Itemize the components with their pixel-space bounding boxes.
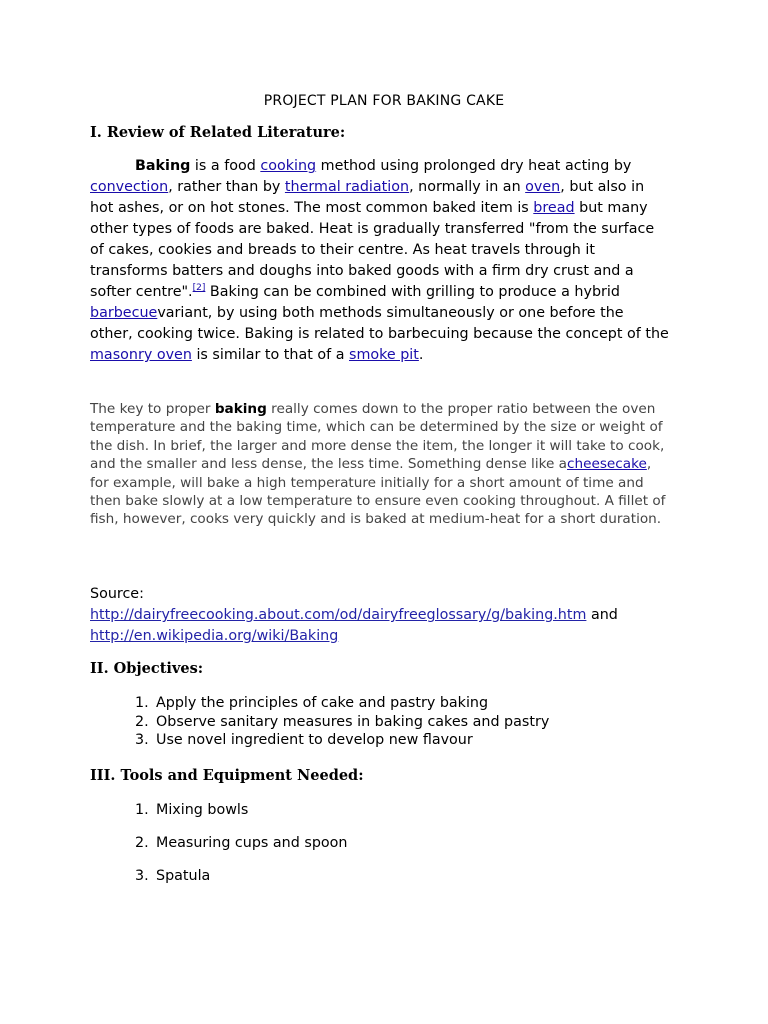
page-title: PROJECT PLAN FOR BAKING CAKE — [263, 93, 505, 109]
list-item-text: Measuring cups and spoon — [156, 835, 348, 851]
list-item-text: Mixing bowls — [156, 802, 249, 818]
list-number: 3. — [135, 868, 149, 884]
list-number: 3. — [135, 732, 149, 748]
source-conjunction: and — [586, 607, 618, 623]
paragraph-text: The key to proper — [90, 401, 215, 417]
link-thermal-radiation[interactable]: thermal radiation — [284, 179, 410, 195]
list-number: 1. — [135, 695, 149, 711]
source-link-wikipedia[interactable]: http://en.wikipedia.org/wiki/Baking — [90, 628, 339, 644]
link-masonry-oven[interactable]: masonry oven — [90, 347, 192, 363]
list-item — [135, 731, 549, 750]
link-oven[interactable]: oven — [525, 179, 561, 195]
paragraph-text: is similar to that of a — [191, 347, 349, 363]
paragraph-text: , for example, will bake a high temperature initially for a short amount of time and then bake slowly at a low temperature to ensure even cooking throughout. A fillet of fish, however, cooks very quickly and is baked at medium-heat for a short duration. — [90, 456, 666, 528]
paragraph-text: really comes down to the proper ratio between the oven temperature and the baking time, which can be determined by the size or weight of the dish. In brief, the larger and more dense the item, the longer it will take to cook, and the smaller and less dense, the less time. Something dense like a — [90, 401, 665, 473]
list-item — [135, 867, 347, 885]
objectives-list — [135, 694, 549, 750]
list-item — [135, 801, 347, 819]
bold-term-baking: Baking — [135, 158, 191, 174]
paragraph-text: , but also in hot ashes, or on hot stones. The most common baked item is — [90, 179, 645, 216]
paragraph-baking-definition — [90, 156, 670, 366]
list-item — [135, 694, 549, 713]
list-number: 2. — [135, 835, 149, 851]
list-item — [135, 713, 549, 732]
list-item-text: Apply the principles of cake and pastry baking — [156, 695, 489, 711]
paragraph-text: method using prolonged dry heat acting by — [316, 158, 632, 174]
source-block — [90, 584, 680, 647]
section-heading-review: I. Review of Related Literature: — [90, 124, 346, 141]
bold-term-baking: baking — [214, 401, 267, 417]
paragraph-text: variant, by using both methods simultaneously or one before the other, cooking twice. Baking is related to barbecuing because the concept of the — [90, 305, 669, 342]
list-number: 2. — [135, 713, 149, 730]
paragraph-text: but many other types of foods are baked. Heat is gradually transferred "from the surface of cakes, cookies and breads to their centre. As heat travels through it transforms batters and doughs into baked goods with a firm dry crust and a softer centre". — [90, 200, 655, 300]
tools-list — [135, 801, 347, 900]
paragraph-baking-key — [90, 400, 672, 529]
source-link-dairyfreecooking[interactable]: http://dairyfreecooking.about.com/od/dairyfreeglossary/g/baking.htm — [90, 607, 587, 623]
paragraph-text: , rather than by — [168, 179, 285, 195]
list-item-text: Spatula — [156, 868, 211, 884]
section-heading-tools: III. Tools and Equipment Needed: — [90, 767, 364, 784]
link-convection[interactable]: convection — [90, 179, 169, 195]
source-label: Source: — [90, 586, 144, 602]
link-smoke-pit[interactable]: smoke pit — [349, 347, 419, 363]
section-heading-objectives: II. Objectives: — [90, 660, 204, 677]
link-barbecue[interactable]: barbecue — [90, 305, 158, 321]
paragraph-text: , normally in an — [409, 179, 526, 195]
list-item-text: Observe sanitary measures in baking cakes and pastry — [156, 713, 550, 730]
link-cooking[interactable]: cooking — [260, 158, 317, 174]
paragraph-text: Baking can be combined with grilling to produce a hybrid — [205, 284, 620, 300]
list-item-text: Use novel ingredient to develop new flavour — [156, 732, 473, 748]
link-bread[interactable]: bread — [533, 200, 575, 216]
reference-link[interactable]: [2] — [192, 283, 206, 293]
list-number: 1. — [135, 802, 149, 818]
paragraph-text: . — [418, 347, 424, 363]
list-item — [135, 834, 347, 852]
link-cheesecake[interactable]: cheesecake — [567, 456, 647, 473]
paragraph-text: is a food — [190, 158, 261, 174]
